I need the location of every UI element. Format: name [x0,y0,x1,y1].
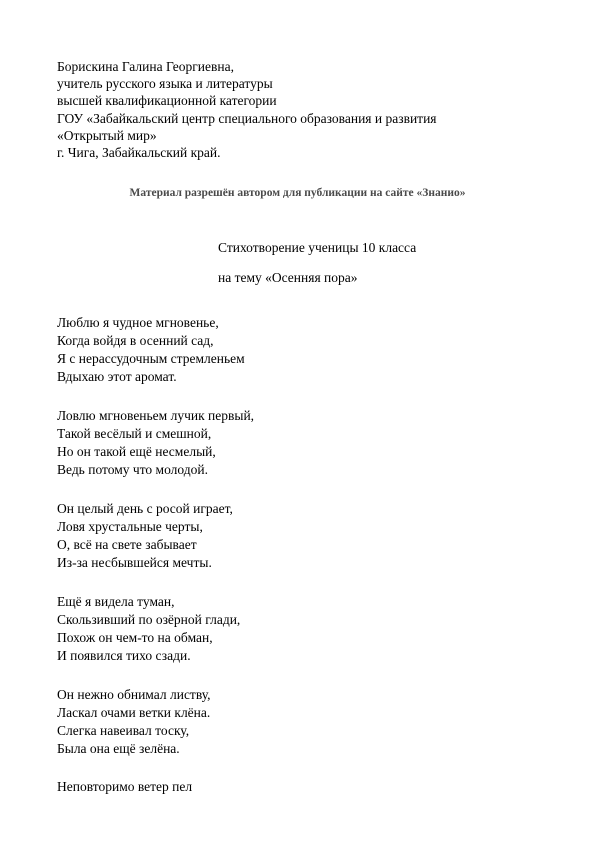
poem-line: Была она ещё зелёна. [57,740,180,756]
poem-line: Вдыхаю этот аромат. [57,369,177,385]
author-position: учитель русского языка и литературы [57,76,273,92]
poem-line: Ещё я видела туман, [57,593,175,609]
poem-line: Слегка навеивал тоску, [57,722,190,738]
poem-line: Похож он чем-то на обман, [57,629,213,645]
poem-line: Я с нерассудочным стремленьем [57,351,245,367]
poem-line: Скользивший по озёрной глади, [57,611,241,627]
poem-line: Такой весёлый и смешной, [57,425,212,441]
poem-line: И появился тихо сзади. [57,647,191,663]
poem-line: О, всё на свете забывает [57,536,197,552]
poem-stanza [57,593,557,665]
poem-line: Но он такой ещё несмелый, [57,444,216,460]
author-name: Борискина Галина Георгиевна, [57,59,234,74]
poem-body [57,314,557,817]
poem-heading-line-1: Стихотворение ученицы 10 класса [218,240,417,255]
poem-line: Он нежно обнимал листву, [57,686,211,702]
poem-stanza [57,778,557,796]
author-category: высшей квалификационной категории [57,93,277,109]
author-organization-name: «Открытый мир» [57,127,157,143]
poem-stanza [57,500,557,572]
poem-heading-line-2: на тему «Осенняя пора» [218,270,358,285]
poem-stanza [57,686,557,758]
poem-line: Ловлю мгновеньем лучик первый, [57,407,255,423]
poem-line: Ласкал очами ветки клёна. [57,704,211,720]
poem-line: Люблю я чудное мгновенье, [57,315,219,330]
poem-line: Ловя хрустальные черты, [57,518,203,534]
permission-note: Материал разрешён автором для публикации на сайте «Знанио» [129,187,466,199]
author-block [57,58,577,161]
poem-stanza [57,314,557,386]
author-organization: ГОУ «Забайкальский центр специального образования и развития [57,110,437,126]
poem-line: Когда войдя в осенний сад, [57,333,214,349]
poem-line: Неповторимо ветер пел [57,779,193,795]
poem-line: Ведь потому что молодой. [57,462,208,478]
poem-line: Он целый день с росой играет, [57,500,233,516]
poem-stanza [57,407,557,479]
poem-line: Из-за несбывшейся мечты. [57,555,212,571]
author-location: г. Чига, Забайкальский край. [57,145,221,161]
